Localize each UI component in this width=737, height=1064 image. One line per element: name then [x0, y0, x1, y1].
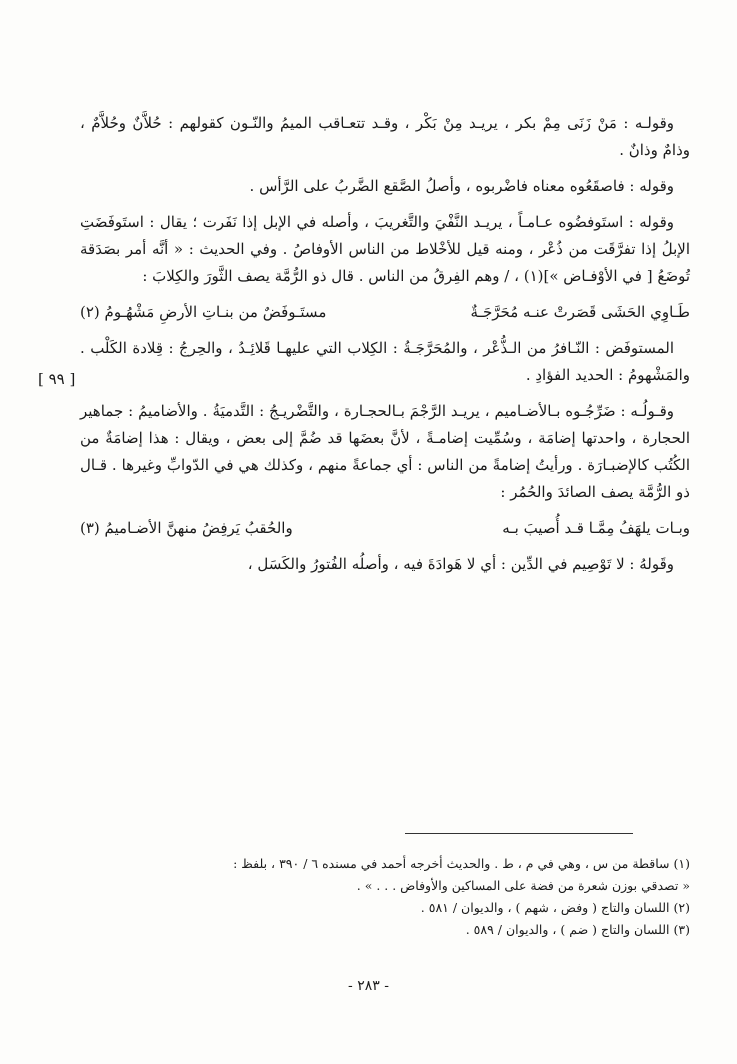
paragraph: وقولـه : مَنْ زَنَى مِمْ بكر ، يريـد مِنْ بَكْر ، وقـد تتعـاقب الميمُ والنّـون كقولهم : حُلاَّنٌ وحُلاَّمٌ ، وذامٌ وذانٌ . [80, 114, 690, 159]
verse-second-hemistich: مستَـوفَضٌ من بنـاتِ الأرضِ مَشْهُـومُ (٢) [80, 303, 327, 321]
footnote: « تصدقي بوزن شعرة من فضة على المساكين والأوفاض . . . » . [356, 878, 690, 893]
footnote: (٣) اللسان والتاج ( ضم ) ، والديوان / ٥٨٩ . [465, 922, 690, 937]
page-number: - ٢٨٣ - [348, 978, 389, 994]
footnote: (٢) اللسان والتاج ( وفض ، شهم ) ، والديوان / ٥٨١ . [420, 900, 690, 915]
verse-line [80, 299, 690, 326]
manuscript-page-marker: [ ٩٩ ] [38, 370, 76, 388]
paragraph: وقَولهُ : لا تَوْصِيم في الدِّين : أي لا هَوادَةَ فيه ، وأصلُه الفُتورُ والكَسَل ، [247, 555, 674, 573]
paragraph: وقوله : فاصقَعُوه معناه فاضْربوه ، وأصلُ الصَّقع الضَّربُ على الرَّأس . [249, 177, 674, 195]
paragraph: وقوله : استَوفضُوه عـامـاً ، يريـد النَّفْيَ والتَّغريبَ ، وأصله في الإبل إذا نَفَرت ؛ يقال : استَوفَضَتِ الإبلُ إذا تفرَّقَت من ذُعْر ، ومنه قيل للأخْلاط من الناس الأوفاصُ . وفي الحديث : « أنَّه أمر بصَدَقة تُوضَعُ [ في الأوْفـاض »](١) ، / وهم الفِرقُ من الناس . قال ذو الرُّمَّة يصف الثَّورَ والكِلابَ : [80, 213, 690, 285]
main-text [80, 110, 690, 587]
verse-first-hemistich: وبـات يلهَفُ مِمَّـا قـد أُصيبَ بـه [502, 519, 690, 537]
footnotes [98, 853, 690, 941]
footnote: (١) ساقطة من س ، وهي في م ، ط . والحديث أخرجه أحمد في مسنده ٦ / ٣٩٠ ، بلفظ : [233, 856, 690, 871]
footnote-divider [405, 833, 633, 834]
verse-second-hemistich: والحُقبُ يَرفِضُ منهنَّ الأضـاميمُ (٣) [80, 519, 293, 537]
verse-line [80, 515, 690, 542]
verse-first-hemistich: طَـاوِي الحَشَى قَصَرتْ عنـه مُحَرَّجَـةٌ [470, 303, 690, 321]
paragraph: المستوفَض : النّـافرُ من الـذُّعْر ، والمُحَرَّجَـةُ : الكِلاب التي عليهـا قَلائِـدُ ، والحِرجُ : قِلادة الكَلْب . والمَشْهومُ : الحديد الفؤادِ . [80, 339, 690, 384]
paragraph: وقـولُـه : ضَرِّجُـوه بـالأضـاميم ، يريـد الرَّجْمَ بـالحجـارة ، والتَّضْريـجُ : التَّدميَةُ . والأضاميمُ : جماهير الحجارة ، واحدتها إضامَة ، وسُمِّيت إضامـةً ، لأنَّ بعضَها قد ضُمَّ إلى بعض ، ويقال : هذا إضامَةٌ من الكُتُب كالإضبـارَة . ورأيتُ إضامةً من الناس : أي جماعةً منهم ، وكذلك هي في الدّوابِّ وغيرها . قـال ذو الرُّمَّة يصف الصائدَ والحُمُر : [80, 402, 690, 501]
